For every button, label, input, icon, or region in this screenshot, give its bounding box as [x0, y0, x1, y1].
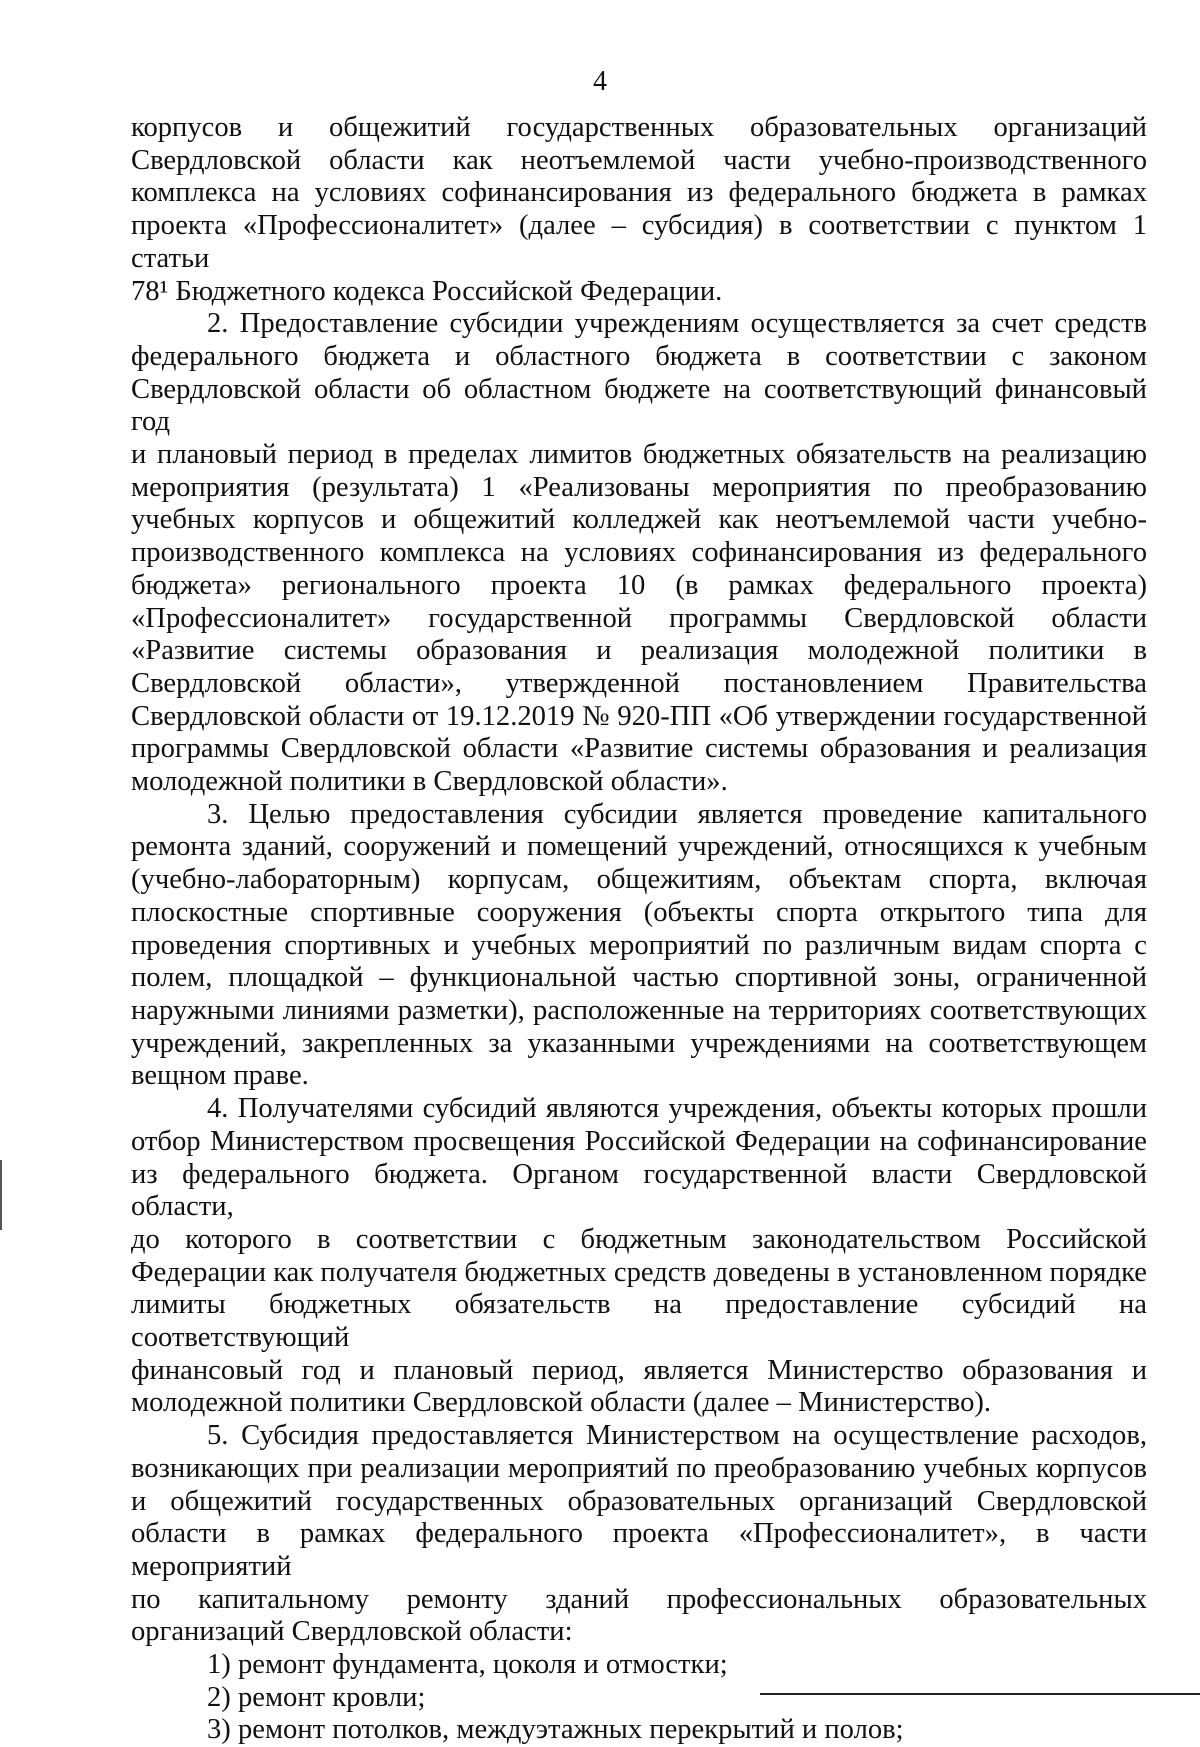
- text-line: Свердловской области от 19.12.2019 № 920-ПП «Об утверждении государственной: [131, 700, 1147, 732]
- text-line: учреждений, закрепленных за указанными учреждениями на соответствующем: [131, 1027, 1147, 1059]
- text-line: плоскостные спортивные сооружения (объекты спорта открытого типа для: [131, 896, 1147, 928]
- text-line: 3. Целью предоставления субсидии является проведение капитального: [207, 798, 1147, 830]
- text-line: области в рамках федерального проекта «Профессионалитет», в части мероприятий: [131, 1518, 1147, 1582]
- text-line: и общежитий государственных образовательных организаций Свердловской: [131, 1485, 1147, 1517]
- text-line: по капитальному ремонту зданий профессиональных образовательных: [131, 1583, 1147, 1615]
- text-line: лимиты бюджетных обязательств на предоставление субсидий на соответствующий: [131, 1289, 1147, 1354]
- text-line: отбор Министерством просвещения Российской Федерации на софинансирование: [131, 1125, 1147, 1157]
- text-line: (учебно-лабораторным) корпусам, общежитиям, объектам спорта, включая: [131, 864, 1147, 896]
- text-line: вещном праве.: [131, 1060, 309, 1092]
- text-line: комплекса на условиях софинансирования из федерального бюджета в рамках: [131, 177, 1147, 209]
- document-body: [131, 112, 1147, 1747]
- text-line: 4. Получателями субсидий являются учреждения, объекты которых прошли: [207, 1093, 1147, 1125]
- text-line: программы Свердловской области «Развитие системы образования и реализация: [131, 733, 1147, 765]
- text-line: молодежной политики в Свердловской области».: [131, 766, 728, 798]
- text-line: производственного комплекса на условиях софинансирования из федерального: [131, 537, 1147, 569]
- text-line: Свердловской области», утвержденной постановлением Правительства: [131, 667, 1147, 699]
- text-line: из федерального бюджета. Органом государственной власти Свердловской области,: [131, 1158, 1147, 1223]
- text-line: «Профессионалитет» государственной программы Свердловской области: [131, 602, 1147, 634]
- text-line: федерального бюджета и областного бюджета в соответствии с законом: [131, 340, 1147, 372]
- text-line: молодежной политики Свердловской области (далее – Министерство).: [131, 1387, 992, 1419]
- text-line: и плановый период в пределах лимитов бюджетных обязательств на реализацию: [131, 439, 1147, 471]
- text-line: Федерации как получателя бюджетных средств доведены в установленном порядке: [131, 1256, 1147, 1288]
- text-line: 1) ремонт фундамента, цоколя и отмостки;: [207, 1649, 728, 1681]
- text-line: мероприятия (результата) 1 «Реализованы мероприятия по преобразованию: [131, 471, 1147, 503]
- text-line: наружными линиями разметки), расположенные на территориях соответствующих: [131, 994, 1147, 1026]
- text-line: возникающих при реализации мероприятий по преобразованию учебных корпусов: [131, 1452, 1147, 1484]
- text-line: 78¹ Бюджетного кодекса Российской Федерации.: [131, 275, 723, 307]
- text-line: ремонта зданий, сооружений и помещений учреждений, относящихся к учебным: [131, 831, 1147, 863]
- scan-edge-mark: [0, 1160, 2, 1230]
- text-line: 2) ремонт кровли;: [207, 1681, 426, 1713]
- text-line: проведения спортивных и учебных мероприятий по различным видам спорта с: [131, 929, 1147, 961]
- text-line: учебных корпусов и общежитий колледжей как неотъемлемой части учебно-: [131, 504, 1147, 536]
- page-number: 4: [593, 66, 607, 97]
- text-line: бюджета» регионального проекта 10 (в рамках федерального проекта): [131, 569, 1147, 601]
- text-line: до которого в соответствии с бюджетным законодательством Российской: [131, 1223, 1147, 1255]
- text-line: 3) ремонт потолков, междуэтажных перекрытий и полов;: [207, 1714, 904, 1746]
- text-line: организаций Свердловской области:: [131, 1616, 573, 1648]
- text-line: корпусов и общежитий государственных образовательных организаций: [131, 112, 1147, 143]
- bottom-rule: [760, 1693, 1200, 1695]
- text-line: Свердловской области об областном бюджете на соответствующий финансовый год: [131, 373, 1147, 438]
- text-line: 5. Субсидия предоставляется Министерством на осуществление расходов,: [207, 1420, 1147, 1452]
- text-line: Свердловской области как неотъемлемой части учебно-производственного: [131, 144, 1147, 176]
- text-line: 2. Предоставление субсидии учреждениям осуществляется за счет средств: [207, 308, 1147, 340]
- text-line: полем, площадкой – функциональной частью спортивной зоны, ограниченной: [131, 962, 1147, 994]
- text-line: «Развитие системы образования и реализация молодежной политики в: [131, 635, 1147, 667]
- text-line: проекта «Профессионалитет» (далее – субсидия) в соответствии с пунктом 1 статьи: [131, 210, 1147, 274]
- text-line: финансовый год и плановый период, является Министерство образования и: [131, 1354, 1147, 1386]
